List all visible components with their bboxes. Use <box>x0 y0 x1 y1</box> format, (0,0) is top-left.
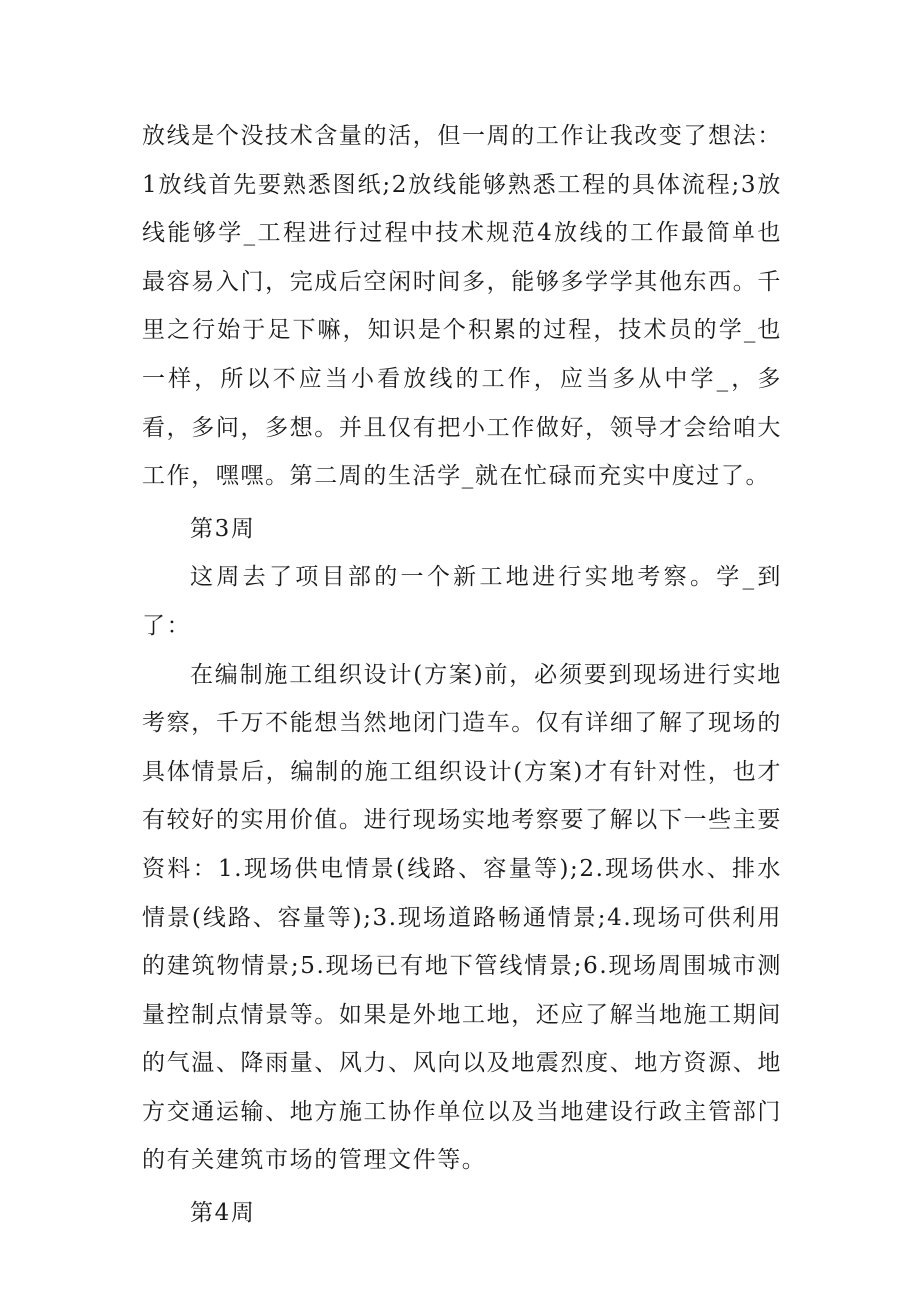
paragraph-site-investigation: 在编制施工组织设计(方案)前，必须要到现场进行实地考察，千万不能想当然地闭门造车。仅有详细了解了现场的具体情景后，编制的施工组织设计(方案)才有针对性，也才有较好的实用价值。进行现场实地考察要了解以下一些主要资料：1.现场供电情景(线路、容量等);2.现场供水、排水情景(线路、容量等);3.现场道路畅通情景;4.现场可供利用的建筑物情景;5.现场已有地下管线情景;6.现场周围城市测量控制点情景等。如果是外地工地，还应了解当地施工期间的气温、降雨量、风力、风向以及地震烈度、地方资源、地方交通运输、地方施工协作单位以及当地建设行政主管部门的有关建筑市场的管理文件等。 <box>142 661 782 1174</box>
document-body <box>142 112 782 1238</box>
week-3-heading: 第3周 <box>190 515 256 542</box>
paragraph-site-visit-intro: 这周去了项目部的一个新工地进行实地考察。学_到了： <box>142 564 782 639</box>
paragraph-week-2-summary: 放线是个没技术含量的活，但一周的工作让我改变了想法：1放线首先要熟悉图纸;2放线能够熟悉工程的具体流程;3放线能够学_工程进行过程中技术规范4放线的工作最简单也最容易入门，完成后空闲时间多，能够多学学其他东西。千里之行始于足下嘛，知识是个积累的过程，技术员的学_也一样，所以不应当小看放线的工作，应当多从中学_，多看，多问，多想。并且仅有把小工作做好，领导才会给咱大工作，嘿嘿。第二周的生活学_就在忙碌而充实中度过了。 <box>142 123 782 490</box>
week-4-heading: 第4周 <box>190 1200 256 1227</box>
